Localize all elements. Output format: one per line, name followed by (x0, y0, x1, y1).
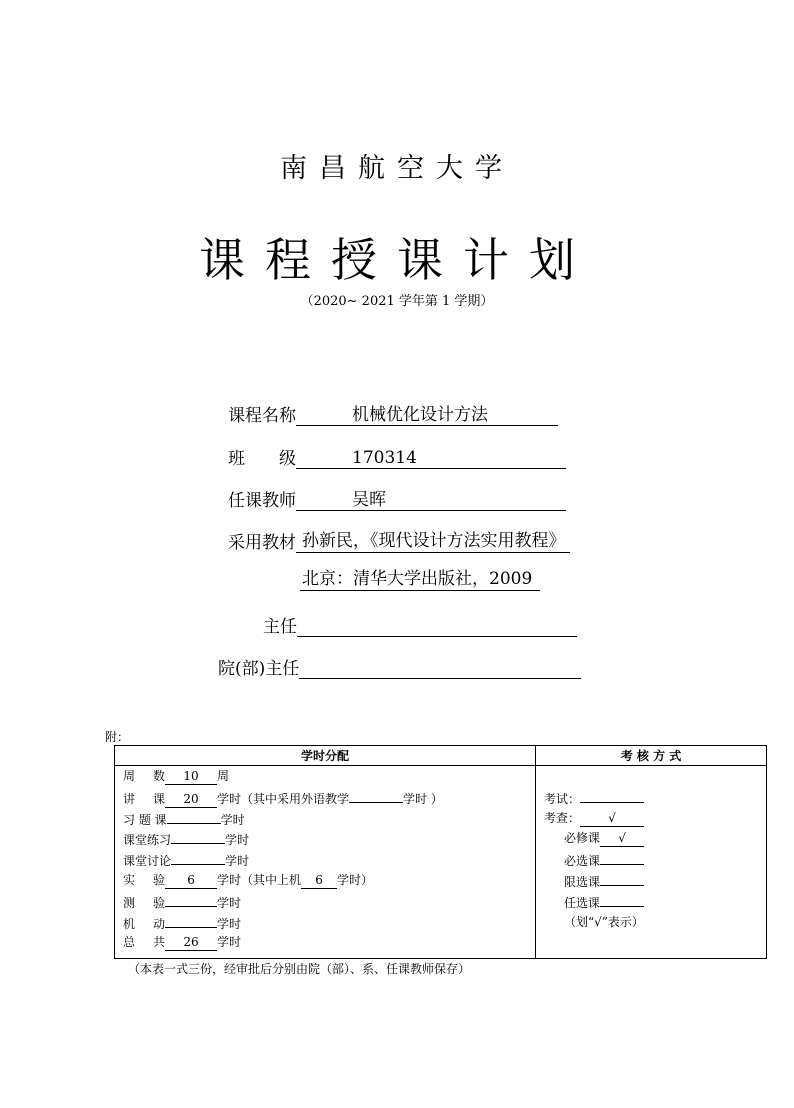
required-row (544, 828, 766, 849)
free-label: 任选课 (564, 895, 601, 910)
check-value: √ (580, 811, 644, 827)
lecture-value: 20 (165, 792, 217, 808)
check-row (544, 808, 766, 829)
practice-label: 课堂练习 (123, 833, 172, 848)
lab-tail: 学时） (337, 872, 374, 887)
test-label-a: 测 (123, 895, 136, 910)
lecture-label-a: 讲 (123, 791, 136, 806)
footnote: （本表一式三份，经审批后分别由院（部）、系、任课教师保存） (128, 962, 471, 976)
flex-label-a: 机 (123, 916, 136, 931)
textbook-label: 采用教材 (228, 533, 296, 553)
lab-unit: 学时（其中上机 (217, 872, 302, 887)
required-value: √ (600, 831, 644, 847)
elective-label: 必选课 (564, 854, 601, 869)
exercise-label: 习 题 课 (123, 812, 167, 827)
discussion-label: 课堂讨论 (123, 854, 172, 869)
test-value (165, 891, 217, 907)
hours-cell (115, 766, 536, 959)
teacher-label: 任课教师 (228, 491, 296, 511)
free-row (544, 891, 766, 912)
lab-row (123, 870, 535, 891)
class-line (228, 444, 566, 469)
practice-unit: 学时 (225, 833, 250, 848)
flex-value (165, 912, 217, 928)
term-line: （2020~ 2021 学年第 1 学期） (300, 294, 494, 309)
limited-label: 限选课 (564, 874, 601, 889)
lecture-row (123, 787, 535, 808)
weeks-row (123, 766, 535, 787)
textbook-value: 孙新民，《现代设计方法实用教程》 (296, 531, 570, 553)
test-unit: 学时 (217, 895, 242, 910)
free-value (600, 891, 644, 907)
course-name-line (228, 401, 558, 426)
exercise-value (167, 808, 221, 824)
lab-label-b: 验 (153, 872, 166, 887)
mark-hint: （划“√”表示） (564, 914, 644, 929)
lecture-foreign-value (349, 787, 403, 803)
test-label-b: 验 (153, 895, 166, 910)
flex-label-b: 动 (153, 916, 166, 931)
discussion-unit: 学时 (225, 854, 250, 869)
annex-label: 附： (105, 730, 130, 744)
exam-row (544, 787, 766, 808)
exam-value (580, 787, 644, 803)
total-label-a: 总 (123, 935, 136, 950)
total-unit: 学时 (217, 935, 242, 950)
hours-column-header: 学时分配 (115, 746, 536, 766)
course-name-label: 课程名称 (228, 406, 296, 426)
director-line (263, 612, 577, 637)
flex-unit: 学时 (217, 916, 242, 931)
teacher-value: 吴晖 (296, 490, 566, 511)
lab-label-a: 实 (123, 872, 136, 887)
exercise-row (123, 808, 535, 829)
total-row (123, 932, 535, 953)
weeks-label-a: 周 (123, 769, 136, 783)
exam-column-header: 考 核 方 式 (536, 746, 767, 766)
director-value (297, 616, 577, 637)
hours-allocation-table (114, 745, 767, 959)
test-row (123, 891, 535, 912)
teacher-line (228, 486, 566, 511)
limited-row (544, 870, 766, 891)
university-name: 南昌航空大学 (280, 153, 514, 184)
dean-line (218, 654, 581, 679)
elective-value (600, 849, 644, 865)
elective-row (544, 849, 766, 870)
total-label-b: 共 (153, 935, 166, 950)
total-value: 26 (165, 935, 217, 951)
discussion-row (123, 849, 535, 870)
flex-row (123, 912, 535, 933)
lecture-unit: 学时（其中采用外语教学 (217, 791, 350, 806)
exam-label: 考试： (544, 791, 581, 806)
textbook-line (228, 528, 570, 553)
lab-value: 6 (165, 873, 217, 889)
required-label: 必修课 (564, 831, 601, 846)
lab-computer-value: 6 (301, 873, 337, 889)
weeks-label-b: 数 (153, 769, 166, 783)
publisher-line (300, 569, 540, 591)
class-value: 170314 (296, 448, 566, 469)
lecture-tail: 学时 ） (403, 791, 443, 806)
weeks-unit: 周 (217, 769, 230, 783)
exam-cell (536, 766, 767, 959)
practice-value (171, 828, 225, 844)
limited-value (600, 870, 644, 886)
practice-row (123, 828, 535, 849)
class-label: 班 级 (228, 449, 296, 469)
director-label: 主任 (263, 617, 297, 637)
weeks-value: 10 (165, 769, 217, 785)
document-title: 课程授课计划 (199, 233, 595, 287)
exercise-unit: 学时 (220, 812, 245, 827)
check-label: 考查： (544, 810, 581, 825)
dean-value (299, 658, 581, 679)
lecture-label-b: 课 (153, 791, 166, 806)
course-name-value: 机械优化设计方法 (296, 405, 558, 426)
publisher-value: 北京：清华大学出版社，2009 (300, 569, 540, 591)
dean-label: 院(部)主任 (218, 659, 300, 679)
discussion-value (171, 849, 225, 865)
